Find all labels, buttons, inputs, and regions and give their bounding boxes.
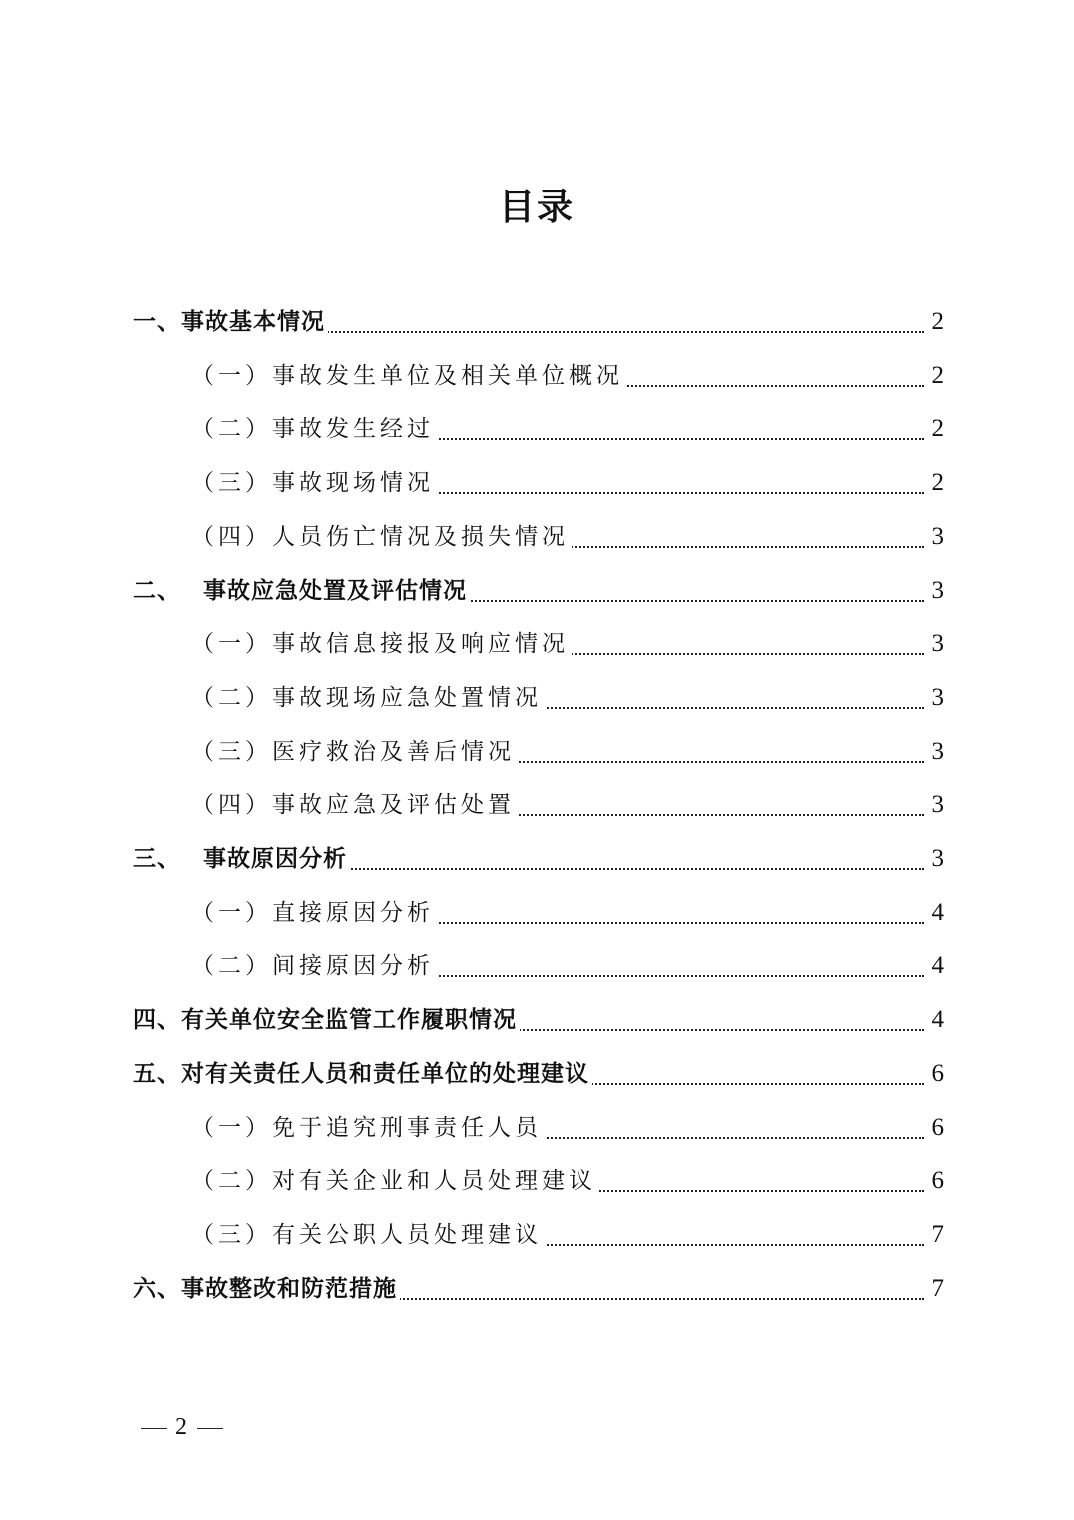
- toc-entry-number: 三、: [133, 846, 181, 872]
- toc-entry-text: 对有关责任人员和责任单位的处理建议: [181, 1060, 589, 1087]
- footer-dash-right: [197, 1428, 223, 1429]
- toc-entry[interactable]: [0, 670, 1074, 724]
- toc-entry-text: 事故整改和防范措施: [181, 1275, 397, 1302]
- toc-entry-text: 间接原因分析: [272, 953, 434, 980]
- toc-entry-page-number: 4: [929, 950, 945, 982]
- toc-entry[interactable]: [0, 294, 1074, 348]
- toc-entry[interactable]: [0, 348, 1074, 402]
- toc-entry-number: 二、: [133, 577, 181, 604]
- toc-entry-page-number: 7: [929, 1219, 945, 1251]
- toc-entry-label: [191, 521, 572, 553]
- page-title: 目录: [498, 187, 575, 228]
- toc-entry-text: 有关公职人员处理建议: [272, 1221, 542, 1248]
- toc-entry-text: 人员伤亡情况及损失情况: [272, 523, 569, 550]
- toc-entry-label: [191, 1165, 599, 1197]
- toc-entry-number: （一）: [191, 899, 272, 926]
- toc-entry-label: [191, 413, 437, 445]
- toc-entry-page-number: 4: [929, 1004, 945, 1036]
- toc-entry[interactable]: [0, 1261, 1074, 1315]
- toc-entry-text: 直接原因分析: [272, 899, 434, 926]
- toc-entry[interactable]: [0, 938, 1074, 992]
- toc-entry-page-number: 2: [929, 306, 945, 338]
- toc-entry[interactable]: [0, 563, 1074, 617]
- toc-entry-label: [133, 1004, 520, 1036]
- toc-entry-text: 事故基本情况: [181, 309, 325, 335]
- toc-entry-label: [191, 789, 518, 821]
- toc-entry-label: [191, 467, 437, 499]
- toc-entry-page-number: 6: [929, 1165, 945, 1197]
- toc-entry-label: [191, 1219, 545, 1251]
- toc-entry-number: （一）: [191, 362, 272, 389]
- toc-entry-text: 免于追究刑事责任人员: [272, 1114, 542, 1141]
- toc-entry-label: [133, 843, 350, 875]
- toc-entry-page-number: 2: [929, 360, 945, 392]
- toc-entry-page-number: 3: [929, 575, 945, 607]
- toc-entry-number: （二）: [191, 1168, 272, 1195]
- toc-entry-number: （三）: [191, 738, 272, 765]
- toc-entry-label: [191, 1112, 545, 1144]
- toc-entry-text: 事故原因分析: [203, 846, 347, 872]
- toc-entry[interactable]: [0, 616, 1074, 670]
- toc-dot-leader: [300, 868, 924, 870]
- toc-entry-page-number: 7: [929, 1273, 945, 1305]
- toc-entry[interactable]: [0, 831, 1074, 885]
- toc-entry[interactable]: [0, 992, 1074, 1046]
- toc-entry-page-number: 3: [929, 521, 945, 553]
- toc-entry-page-number: 6: [929, 1112, 945, 1144]
- toc-entry-label: [191, 360, 626, 392]
- toc-entry-number: （一）: [191, 1114, 272, 1141]
- toc-entry-text: 事故应急处置及评估情况: [203, 577, 467, 604]
- toc-entry-label: [191, 682, 545, 714]
- toc-entry-number: 五、: [133, 1060, 181, 1087]
- toc-entry[interactable]: [0, 1153, 1074, 1207]
- toc-entry-label: [191, 736, 518, 768]
- toc-entry[interactable]: [0, 724, 1074, 778]
- toc-entry[interactable]: [0, 885, 1074, 939]
- toc-entry-text: 有关单位安全监管工作履职情况: [181, 1007, 517, 1034]
- toc-entry[interactable]: [0, 1046, 1074, 1100]
- toc-entry-text: 医疗救治及善后情况: [272, 738, 515, 765]
- toc-entry-number: （二）: [191, 953, 272, 980]
- toc-entry-label: [191, 897, 437, 929]
- toc-entry[interactable]: [0, 1207, 1074, 1261]
- toc-entry-page-number: 6: [929, 1058, 945, 1090]
- toc-entry[interactable]: [0, 401, 1074, 455]
- toc-entry-number: （四）: [191, 792, 272, 819]
- toc-entry-text: 事故发生经过: [272, 416, 434, 443]
- toc-entry-page-number: 4: [929, 897, 945, 929]
- toc-entry-label: [191, 950, 437, 982]
- toc-entry[interactable]: [0, 509, 1074, 563]
- toc-entry-page-number: 3: [929, 736, 945, 768]
- toc-entry-number: （三）: [191, 470, 272, 497]
- toc-entry-number: （四）: [191, 523, 272, 550]
- toc-entry-text: 事故现场应急处置情况: [272, 684, 542, 711]
- toc-entry-number: （三）: [191, 1221, 272, 1248]
- toc-entry-page-number: 3: [929, 682, 945, 714]
- toc-entry-page-number: 3: [929, 628, 945, 660]
- toc-entry[interactable]: [0, 1100, 1074, 1154]
- toc-entry-label: [133, 1058, 592, 1090]
- page-footer: [133, 1410, 231, 1444]
- toc-entry[interactable]: [0, 455, 1074, 509]
- toc-entry-number: 一、: [133, 309, 181, 335]
- toc-entry-page-number: 3: [929, 843, 945, 875]
- toc-entry-number: （二）: [191, 416, 272, 443]
- toc-entry-number: 六、: [133, 1275, 181, 1302]
- toc-entry-text: 事故发生单位及相关单位概况: [272, 362, 623, 389]
- toc-entry-label: [133, 575, 470, 607]
- toc-entry-number: （一）: [191, 631, 272, 658]
- toc-entry-page-number: 2: [929, 413, 945, 445]
- toc-entry-label: [133, 306, 328, 338]
- footer-dash-left: [141, 1428, 167, 1429]
- toc-entry-label: [191, 628, 572, 660]
- toc-entry-text: 事故信息接报及响应情况: [272, 631, 569, 658]
- toc-entry-page-number: 2: [929, 467, 945, 499]
- toc-entry-text: 事故现场情况: [272, 470, 434, 497]
- toc-entry-label: [133, 1273, 400, 1305]
- toc-entry-page-number: 3: [929, 789, 945, 821]
- toc-entry[interactable]: [0, 777, 1074, 831]
- toc-entry-text: 对有关企业和人员处理建议: [272, 1168, 596, 1195]
- toc-entry-number: 四、: [133, 1007, 181, 1034]
- toc-dot-leader: [300, 331, 924, 333]
- toc-entry-number: （二）: [191, 684, 272, 711]
- toc-entry-text: 事故应急及评估处置: [272, 792, 515, 819]
- footer-page-number: 2: [175, 1414, 189, 1440]
